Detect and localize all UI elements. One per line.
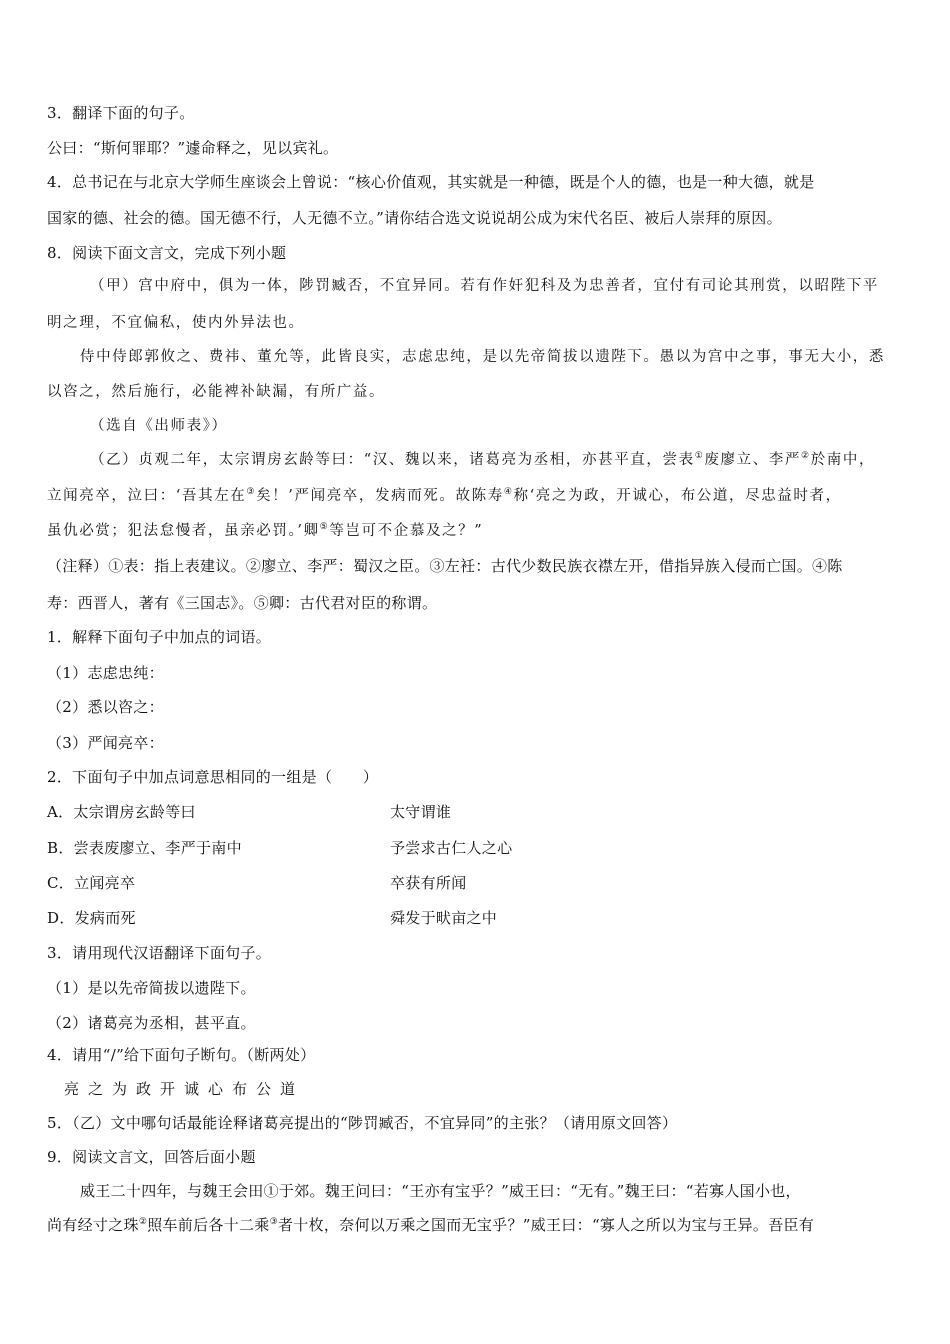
section-9-heading: 9．阅读文言文，回答后面小题 [47, 1148, 256, 1166]
passage-yi-line-2: 立闻亮卒，泣曰：‘吾其左在③矣！’严闻亮卒，发病而死。故陈寿④称‘亮之为政，开诚心，布公道，尽忠益时者， [47, 487, 842, 504]
subquestion-1-item-2: （2）悉以咨之： [47, 698, 164, 716]
passage-jia-line-3: 侍中侍郎郭攸之、费祎、董允等，此皆良实，志虑忠纯，是以先帝简拔以遗陛下。愚以为宫中之事，事无大小，悉 [80, 349, 885, 365]
passage-source: （选自《出师表》） [90, 418, 228, 434]
question-4-line-2: 国家的德、社会的德。国无德不行，人无德不立。”请你结合选文说说胡公成为宋代名臣、被后人崇拜的原因。 [47, 209, 782, 227]
section-8-heading: 8．阅读下面文言文，完成下列小题 [47, 244, 287, 262]
annotation-line-2: 寿：西晋人，著有《三国志》。⑤卿：古代君对臣的称谓。 [47, 594, 438, 612]
option-c: C．立闻亮卒 卒获有所闻 [47, 874, 467, 892]
sentence-to-translate: 公曰：“斯何罪耶？”遽命释之，见以宾礼。 [47, 139, 339, 157]
subquestion-1-item-3: （3）严闻亮卒： [47, 734, 164, 752]
sentence-to-punctuate: 亮之为政开诚心布公道 [64, 1080, 305, 1098]
annotation-line-1: （注释）①表：指上表建议。②廖立、李严：蜀汉之臣。③左衽：古代少数民族衣襟左开，借指异族入侵而亡国。④陈 [47, 557, 843, 575]
passage-9-line-2: 尚有经寸之珠②照车前后各十二乘③者十枚，奈何以万乘之国而无宝乎？”威王曰：“寡人之所以为宝与王异。吾臣有 [47, 1216, 815, 1234]
passage-jia-line-1: （甲）宫中府中，俱为一体，陟罚臧否，不宜异同。若有作奸犯科及为忠善者，宜付有司论其刑赏，以昭陛下平 [90, 278, 879, 294]
passage-yi-line-3: 虽仇必赏；犯法怠慢者，虽亲必罚。’卿⑤等岂可不企慕及之？” [47, 522, 484, 539]
passage-jia-line-2: 明之理，不宜偏私，使内外异法也。 [47, 315, 305, 331]
question-4-line-1: 4．总书记在与北京大学师生座谈会上曾说：“核心价值观，其实就是一种德，既是个人的德，也是一种大德，就是 [47, 173, 815, 191]
subquestion-5: 5．（乙）文中哪句话最能诠释诸葛亮提出的“陟罚臧否，不宜异同”的主张？（请用原文回答） [47, 1114, 678, 1132]
question-3-heading: 3．翻译下面的句子。 [47, 104, 195, 122]
subquestion-3-item-1: （1）是以先帝简拔以遗陛下。 [47, 979, 256, 997]
subquestion-2: 2．下面句子中加点词意思相同的一组是（ ） [47, 768, 379, 786]
subquestion-1-item-1: （1）志虑忠纯： [47, 664, 164, 682]
option-d: D．发病而死 舜发于畎亩之中 [47, 909, 498, 927]
subquestion-1: 1．解释下面句子中加点的词语。 [47, 628, 272, 646]
passage-9-line-1: 威王二十四年，与魏王会田①于郊。魏王问曰：“王亦有宝乎？”威王曰：“无有。”魏王曰：“若寡人国小也， [80, 1182, 801, 1200]
subquestion-4: 4．请用“/”给下面句子断句。（断两处） [47, 1046, 316, 1064]
passage-jia-line-4: 以咨之，然后施行，必能裨补缺漏，有所广益。 [47, 384, 386, 400]
subquestion-3-item-2: （2）诸葛亮为丞相，甚平直。 [47, 1014, 256, 1032]
option-a: A．太宗谓房玄龄等曰 太守谓谁 [47, 803, 452, 821]
passage-yi-line-1: （乙）贞观二年，太宗谓房玄龄等曰：“汉、魏以来，诸葛亮为丞相，亦甚平直，尝表①废廖立、李严②於南中， [90, 451, 876, 468]
subquestion-3: 3．请用现代汉语翻译下面句子。 [47, 944, 272, 962]
option-b: B．尝表废廖立、李严于南中 予尝求古仁人之心 [47, 839, 513, 857]
